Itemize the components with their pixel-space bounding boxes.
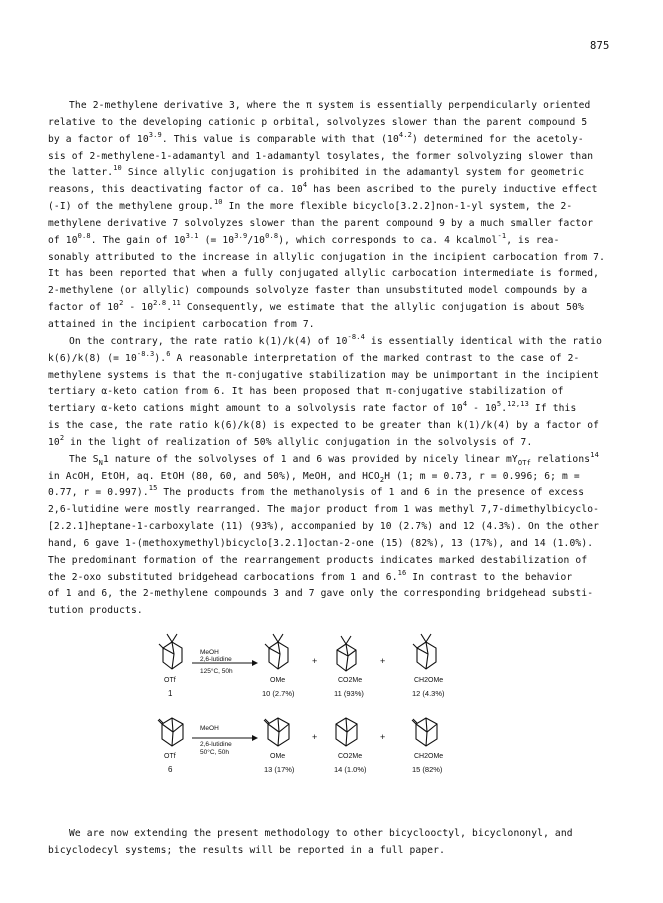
- p1-line-11: It has been reported that when a fully conjugated allylic carbocation intermediate is formed,: [48, 268, 600, 280]
- svg-text:14 (1.0%): 14 (1.0%): [334, 765, 367, 774]
- row1-arrow: [192, 649, 258, 675]
- p1-line-13: factor of $10^2 - 10^{2.8}.^{11}$ Consequently, we estimate that the allylic conjugation is about 50%: [48, 299, 584, 314]
- svg-text:MeOH: MeOH: [200, 725, 219, 732]
- p1-line-3: by a factor of $10^{3.9}$. This value is comparable with that $(10^{4.2})$ determined for the acetoly-: [48, 130, 584, 145]
- svg-text:CH2OMe: CH2OMe: [414, 753, 444, 760]
- p1-line-14: attained in the incipient carbocation from 7.: [48, 318, 315, 330]
- p2-line-4: tertiary α-keto cation from 6. It has been proposed that π-conjugative stabilization of: [48, 386, 564, 398]
- svg-text:OMe: OMe: [270, 677, 286, 684]
- p3-line-1: The $S_N1$ nature of the solvolyses of 1 and 6 was provided by nicely linear $mY_{OTf}$ relations$^{14}$: [69, 450, 599, 467]
- p1-line-6: reasons, this deactivating factor of ca. $10^4$ has been ascribed to the purely inductive effect: [48, 181, 598, 196]
- svg-text:CO2Me: CO2Me: [338, 677, 363, 684]
- p3-line-5: [2.2.1]heptane-1-carboxylate (11) (93%), accompanied by 10 (2.7%) and 12 (4.3%). On the other: [48, 521, 600, 533]
- svg-text:13 (17%): 13 (17%): [264, 765, 295, 774]
- p1-line-10: sonably attributed to the increase in allylic conjugation in the incipient carbocation from 7.: [48, 251, 606, 263]
- p2-line-3: methylene systems is that the π-conjugative stabilization may be unimportant in the incipient: [48, 369, 600, 381]
- p3-line-4: 2,6-lutidine were mostly rearranged. The major product from 1 was methyl 7,7-dimethylbicyclo-: [48, 504, 600, 516]
- svg-text:OMe: OMe: [270, 753, 286, 760]
- row2-arrow: [192, 725, 258, 756]
- row2-product-13: [264, 718, 295, 774]
- row1-product-10: [262, 634, 295, 698]
- svg-text:2,6-lutidine: 2,6-lutidine: [200, 741, 232, 748]
- reaction-scheme: [150, 630, 480, 780]
- p1-line-1: The 2-methylene derivative 3, where the π system is essentially perpendicularly oriented: [69, 100, 591, 111]
- svg-text:MeOH: MeOH: [200, 649, 219, 656]
- p1-line-5: the latter.$^{10}$ Since allylic conjugation is prohibited in the adamantyl system for geometric: [48, 164, 585, 179]
- svg-text:CH2OMe: CH2OMe: [414, 677, 444, 684]
- row1-plus-2: +: [380, 656, 386, 666]
- p1-line-12: 2-methylene (or allylic) compounds solvolyze faster than unsubstituted model compounds by a: [48, 285, 588, 297]
- p1-line-2: relative to the developing cationic p orbital, solvolyzes slower than the parent compound 5: [48, 116, 588, 128]
- svg-text:1: 1: [168, 689, 173, 698]
- svg-text:OTf: OTf: [164, 753, 176, 760]
- main-text: [48, 98, 620, 620]
- row2-product-14: [334, 718, 367, 774]
- p3-line-10: tution products.: [48, 605, 143, 617]
- p3-line-2: in AcOH, EtOH, aq. EtOH (80, 60, and 50%), MeOH, and $HCO_2H$ (1; m = 0.73, r = 0.996; 6; m =: [48, 470, 580, 484]
- p1-line-8: methylene derivative 7 solvolyzes slower than the parent compound 9 by a much smaller factor: [48, 217, 594, 229]
- page-number: 875: [590, 40, 610, 52]
- row1-plus-1: +: [312, 656, 318, 666]
- p2-line-7: $10^2$ in the light of realization of 50% allylic conjugation in the solvolysis of 7.: [48, 433, 533, 448]
- p1-line-9: of $10^{0.8}$. The gain of $10^{3.1}$ (= $10^{3.9}/10^{0.8}$), which corresponds to ca. 4 kcalmol$^{-1}$, is rea-: [48, 231, 560, 246]
- row2-plus-1: +: [312, 732, 318, 742]
- p2-line-2: k(6)/k(8) (= $10^{-8.3}).^6$ A reasonable interpretation of the marked contrast to the case of 2-: [48, 349, 580, 364]
- p3-line-7: The predominant formation of the rearrangement products indicates marked destabilization of: [48, 554, 588, 566]
- svg-text:15 (82%): 15 (82%): [412, 765, 443, 774]
- closing-paragraph: [48, 826, 620, 860]
- closing-line-2: bicyclodecyl systems; the results will be reported in a full paper.: [48, 844, 446, 856]
- svg-text:CO2Me: CO2Me: [338, 753, 363, 760]
- svg-text:OTf: OTf: [164, 677, 176, 684]
- p3-line-8: the 2-oxo substituted bridgehead carbocations from 1 and 6.16 In contrast to the behavior: [48, 568, 573, 583]
- p2-line-6: is the case, the rate ratio k(6)/k(8) is expected to be greater than k(1)/k(4) by a factor of: [48, 420, 600, 432]
- p3-line-6: hand, 6 gave 1-(methoxymethyl)bicyclo[3.2.1]octan-2-one (15) (82%), 13 (17%), and 14 (1.0%).: [48, 537, 594, 549]
- svg-text:50°C, 50h: 50°C, 50h: [200, 749, 229, 756]
- p1-line-4: sis of 2-methylene-1-adamantyl and 1-adamantyl tosylates, the former solvolyzing slower than: [48, 150, 594, 162]
- p2-line-1: On the contrary, the rate ratio k(1)/k(4) of $10^{-8.4}$ is essentially identical with the ratio: [69, 332, 603, 347]
- row2-starting-material: [158, 718, 183, 774]
- svg-text:2,6-lutidine: 2,6-lutidine: [200, 656, 232, 663]
- p1-line-7: (-I) of the methylene group.$^{10}$ In the more flexible bicyclo[3.2.2]non-1-yl system, the 2-: [48, 198, 573, 213]
- svg-text:6: 6: [168, 765, 173, 774]
- p3-line-3: 0.77, r = 0.997).$^{15}$ The products from the methanolysis of 1 and 6 in the presence of excess: [48, 484, 585, 499]
- svg-text:125°C, 50h: 125°C, 50h: [200, 668, 233, 675]
- svg-text:12 (4.3%): 12 (4.3%): [412, 689, 445, 698]
- row2-plus-2: +: [380, 732, 386, 742]
- row1-product-11: [334, 636, 364, 698]
- svg-text:11 (93%): 11 (93%): [334, 689, 364, 698]
- row1-starting-material: [159, 634, 182, 698]
- row2-product-15: [412, 718, 443, 774]
- p2-line-5: tertiary α-keto cations might amount to a solvolysis rate factor of $10^4 - 10^5.^{12,13}$ If this: [48, 400, 577, 415]
- p3-line-9: of 1 and 6, the 2-methylene compounds 3 and 7 gave only the corresponding bridgehead substi-: [48, 588, 594, 600]
- svg-text:10 (2.7%): 10 (2.7%): [262, 689, 295, 698]
- closing-line-1: We are now extending the present methodology to other bicyclooctyl, bicyclononyl, and: [69, 828, 573, 839]
- row1-product-12: [412, 634, 445, 698]
